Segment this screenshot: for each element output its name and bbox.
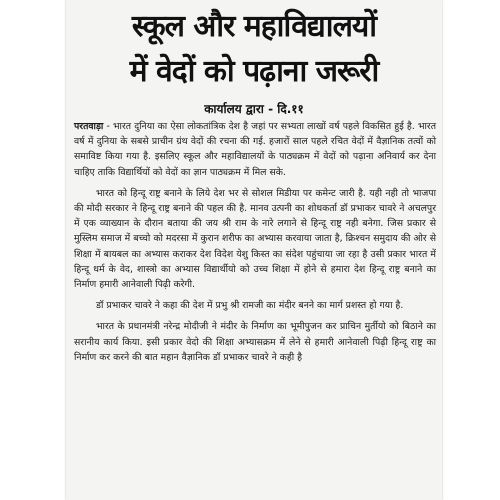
article-headline [66,4,442,94]
paragraph-3: डॉ प्रभाकर चावरे ने कहा की देश में प्रभु श्री रामजी का मंदीर बनने का मार्ग प्रशस्त हो गया है. [96,300,404,312]
dateline: परतवाड़ा [74,121,104,132]
article-body [66,119,442,365]
paragraph-1-text: - भारत दुनिया का ऐसा लोकतांत्रिक देश है जहां पर सभ्यता लाखों वर्ष पहले विकसित हुई है. भारत वर्ष में दुनिया के सबसे प्राचीन ग्रंथ वेदों की रचना की गई. हजारों साल पहले रचित वेदों में वैज्ञानिक तत्वों को समाविष्ट किया गया है. इसलिए स्कूल और महाविद्यालयों के पाठ्यक्रम में वेदों को पढ़ाना अनिवार्य कर देना चाहिए ताकि विद्यार्थियों को वेदों का ज्ञान पाठ्यक्रम में मिल सके. [74,121,436,178]
paragraph-4: भारत के प्रधानमंत्री नरेन्द्र मोदीजी ने मंदीर के निर्माण का भूमीपुजन कर प्राचिन मुर्तीयो को बिठाने का सरानीय कार्य किया. इसी प्रकार वेदो की शिक्षा अभ्यासक्रम में लेने से हमारी आनेवाली पिढ़ी हिन्दू राष्ट्र का निर्माण कर करने की बात महान वैज्ञानिक डॉ प्रभाकर चावरे ने कही है [74,321,436,363]
paragraph-2: भारत को हिन्दू राष्ट्र बनाने के लिये देश भर से सोशल मिडीया पर कमेन्ट जारी है. यही नही तो भाजपा की मोदी सरकार ने हिन्दू राष्ट्र बनाने की पहल की है. मानव उत्पनी का शोधकर्ता डॉ प्रभाकर चावरे ने अचलपुर में एक व्याख्यान के दौरान बताया की जय श्री राम के नारे लगाने से हिन्दू राष्ट्र नही बनेगा. जिस प्रकार से मुस्लिम समाज में बच्चो को मदरसा में कुरान शरीफ का अभ्यास करवाया जाता है, क्रिश्चन समुदाय की ओर से शिक्षा में बायबल का अभ्यास कराकर देश विदेश येशु किस्त का संदेश पहुंचाया जा रहा है उसी प्रकार भारत में हिन्दू धर्म के वेद, शास्त्रो का अभ्यास विद्यार्थीयो को उच्च शिक्षा में होने से हमारा देश हिन्दू राष्ट्र बनाने का निर्माण हमारी आनेवाली पिढ़ी करेगी. [74,187,436,291]
headline-line-1: स्कूल और महाविद्यालयों [131,9,377,44]
paragraph-1 [74,119,436,180]
newspaper-clipping [66,0,442,500]
headline-line-2: में वेदों को पढ़ाना जरूरी [129,54,379,89]
byline: कार्यालय द्वारा - दि.११ [204,102,304,116]
